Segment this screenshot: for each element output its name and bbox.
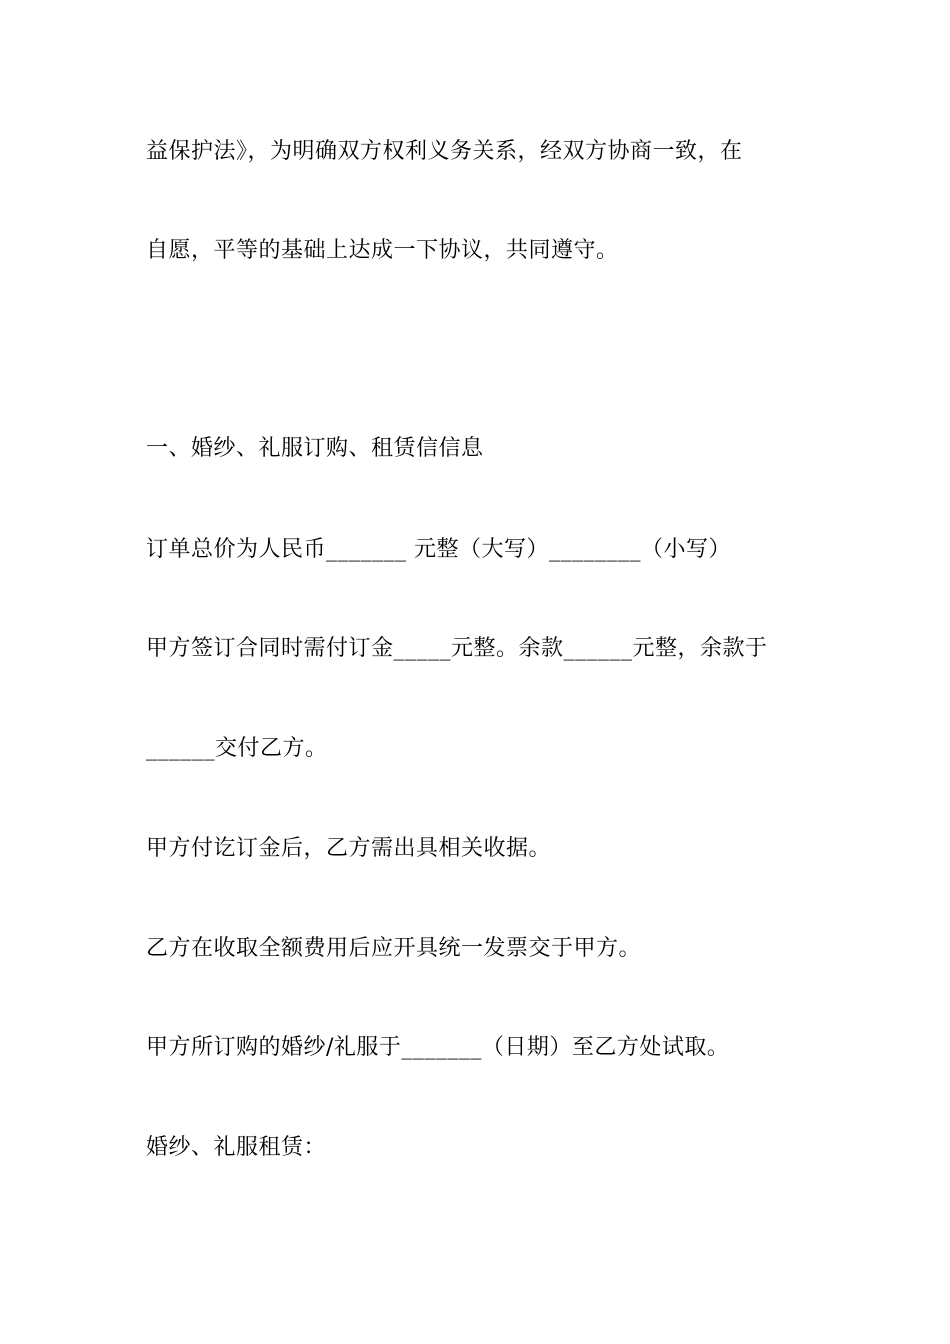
paragraph-line-deposit: 甲方签订合同时需付订金_____元整。余款______元整，余款于 xyxy=(146,636,768,661)
paragraph-line-2: 自愿，平等的基础上达成一下协议，共同遵守。 xyxy=(146,238,619,263)
paragraph-line-deposit-cont: ______交付乙方。 xyxy=(146,736,328,761)
paragraph-line-1: 益保护法》，为明确双方权利义务关系，经双方协商一致，在 xyxy=(146,139,743,164)
paragraph-line-rental: 婚纱、礼服租赁： xyxy=(146,1135,327,1160)
paragraph-line-total-price: 订单总价为人民币_______ 元整（大写）________（小写） xyxy=(146,537,731,562)
paragraph-line-fitting-date: 甲方所订购的婚纱/礼服于_______（日期）至乙方处试取。 xyxy=(146,1035,730,1060)
paragraph-line-receipt: 甲方付讫订金后，乙方需出具相关收据。 xyxy=(146,836,552,861)
section-heading: 一、婚纱、礼服订购、租赁信信息 xyxy=(146,436,484,461)
paragraph-line-invoice: 乙方在收取全额费用后应开具统一发票交于甲方。 xyxy=(146,936,642,961)
